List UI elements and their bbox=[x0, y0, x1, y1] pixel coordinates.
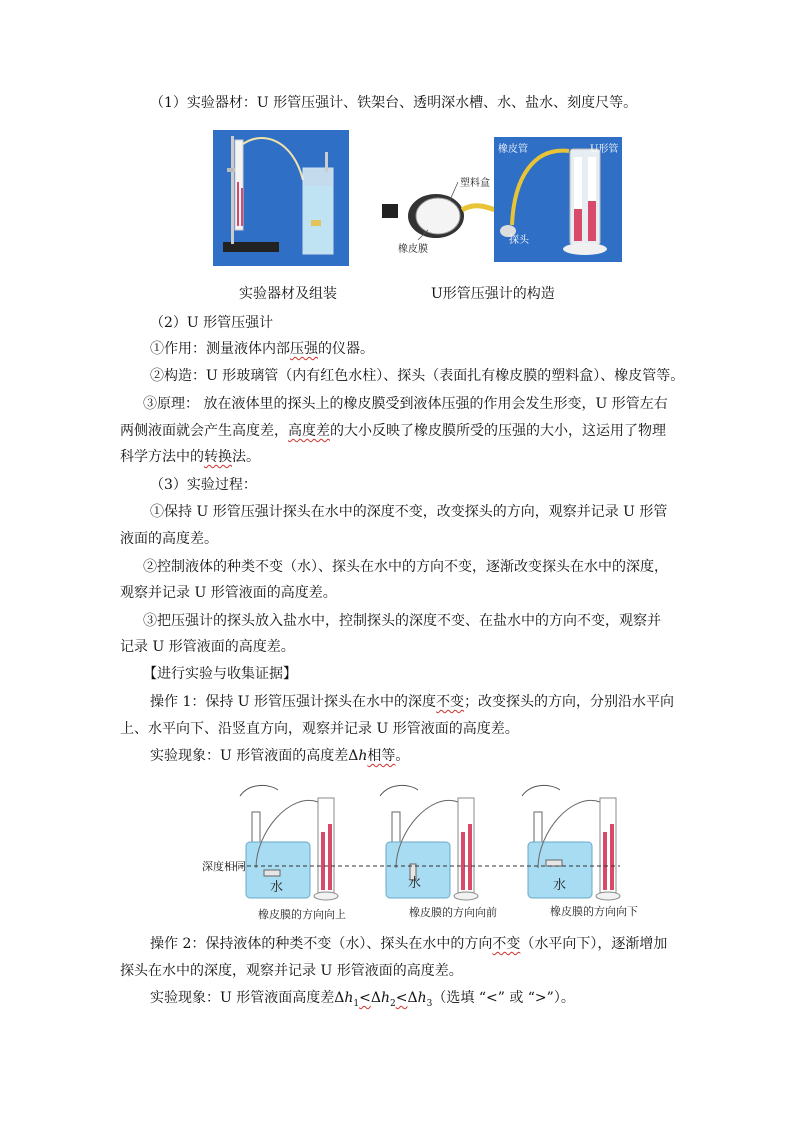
label-rubber-membrane: 橡皮膜 bbox=[398, 244, 428, 255]
process-a1: ①保持 U 形管压强计探头在水中的深度不变，改变探头的方向，观察并记录 U 形管 bbox=[150, 504, 668, 520]
caption-u-tube: U形管压强计的构造 bbox=[431, 286, 555, 302]
apparatus-photo bbox=[213, 130, 349, 266]
evidence-title: 【进行实验与收集证据】 bbox=[143, 666, 297, 682]
water-label-2: 水 bbox=[408, 876, 422, 891]
principle-line-1: ③原理： 放在液体里的探头上的橡皮膜受到液体压强的作用会发生形变，U 形管左右 bbox=[143, 396, 668, 412]
principle-line-3: 科学方法中的转换法。 bbox=[120, 449, 260, 465]
label-probe: 探头 bbox=[509, 235, 529, 246]
process-c1: ③把压强计的探头放入盐水中，控制探头的深度不变、在盐水中的方向不变，观察并 bbox=[143, 613, 661, 629]
phenomenon1-line: 实验现象：U 形管液面的高度差Δh相等。 bbox=[150, 748, 410, 764]
depth-same-label: 深度相同 bbox=[202, 860, 246, 873]
direction-down-label: 橡皮膜的方向向下 bbox=[550, 905, 638, 918]
setup-1 bbox=[240, 785, 338, 900]
process-c2: 记录 U 形管液面的高度差。 bbox=[120, 639, 295, 655]
setup-2 bbox=[380, 785, 478, 900]
operation2-line2: 探头在水中的深度，观察并记录 U 形管液面的高度差。 bbox=[120, 963, 463, 979]
structure-line: ②构造：U 形玻璃管（内有红色水柱）、探头（表面扎有橡皮膜的塑料盒）、橡皮管等。 bbox=[150, 368, 685, 384]
section3-title: （3）实验过程： bbox=[150, 477, 257, 493]
section2-title: （2）U 形管压强计 bbox=[150, 315, 274, 331]
use-line: ①作用：测量液体内部压强的仪器。 bbox=[150, 341, 374, 357]
process-a2: 液面的高度差。 bbox=[120, 531, 218, 547]
label-plastic-box: 塑料盒 bbox=[460, 178, 490, 189]
equipment-line: （1）实验器材：U 形管压强计、铁架台、透明深水槽、水、盐水、刻度尺等。 bbox=[150, 95, 638, 111]
label-rubber-tube: 橡皮管 bbox=[498, 144, 528, 155]
operation1-line2: 上、水平向下、沿竖直方向，观察并记录 U 形管液面的高度差。 bbox=[120, 721, 519, 737]
caption-apparatus: 实验器材及组装 bbox=[239, 286, 337, 302]
beaker-figure bbox=[200, 772, 640, 922]
water-label-3: 水 bbox=[553, 878, 567, 893]
water-label-1: 水 bbox=[270, 880, 284, 895]
direction-front-label: 橡皮膜的方向向前 bbox=[409, 906, 497, 919]
process-b1: ②控制液体的种类不变（水）、探头在水中的方向不变，逐渐改变探头在水中的深度， bbox=[143, 559, 668, 575]
operation1-line1: 操作 1：保持 U 形管压强计探头在水中的深度不变；改变探头的方向，分别沿水平向 bbox=[150, 694, 675, 710]
principle-line-2: 两侧液面就会产生高度差，高度差的大小反映了橡皮膜所受的压强的大小，这运用了物理 bbox=[120, 423, 666, 439]
label-u-tube: U形管 bbox=[590, 144, 619, 155]
phenomenon2-line: 实验现象：U 形管液面高度差$\Delta h_1<\Delta h_2<\Delta h_3$（选填 “<” 或 “>”）。 bbox=[150, 990, 575, 1009]
direction-up-label: 橡皮膜的方向向上 bbox=[258, 908, 346, 921]
operation2-line1: 操作 2：保持液体的种类不变（水）、探头在水中的方向不变（水平向下），逐渐增加 bbox=[150, 936, 668, 952]
process-b2: 观察并记录 U 形管液面的高度差。 bbox=[120, 585, 337, 601]
setup-3 bbox=[522, 785, 620, 900]
